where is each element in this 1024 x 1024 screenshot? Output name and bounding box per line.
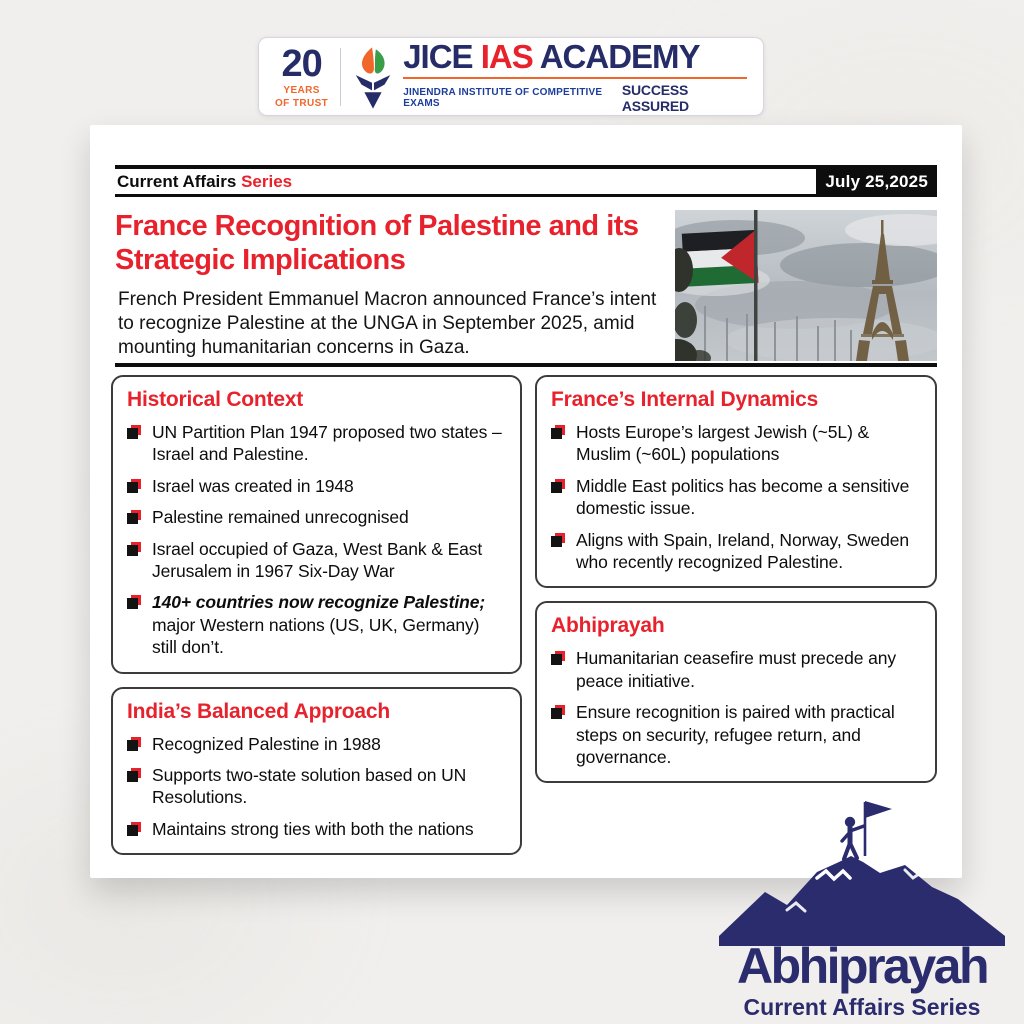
square-bullet-icon bbox=[127, 510, 141, 524]
square-bullet-icon bbox=[127, 768, 141, 782]
list-item bbox=[127, 733, 506, 755]
trust-label: OF TRUST bbox=[275, 97, 329, 109]
box-title-abhiprayah: Abhiprayah bbox=[551, 614, 665, 638]
section-divider bbox=[115, 363, 937, 367]
date-badge: July 25,2025 bbox=[816, 169, 937, 194]
list-item bbox=[127, 475, 506, 497]
academy-logo-box bbox=[258, 37, 764, 116]
academy-subline bbox=[403, 77, 747, 114]
bullet-text: Recognized Palestine in 1988 bbox=[152, 733, 381, 754]
highlight-emphasis: 140+ countries now recognize Palestine; bbox=[152, 592, 486, 613]
bullet-text: Israel occupied of Gaza, West Bank & East Jerusalem in 1967 Six-Day War bbox=[152, 538, 483, 581]
bullet-text: Israel was created in 1948 bbox=[152, 475, 354, 496]
box-title-france: France’s Internal Dynamics bbox=[551, 388, 819, 411]
square-bullet-icon bbox=[551, 705, 565, 719]
climber-flag-icon bbox=[842, 801, 892, 859]
list-item bbox=[551, 647, 921, 692]
article-intro: French President Emmanuel Macron announced France’s intent to recognize Palestine at the UNGA in September 2025, amid mounting humanitarian concerns in Gaza. bbox=[118, 288, 657, 358]
square-bullet-icon bbox=[127, 737, 141, 751]
abhiprayah-box bbox=[535, 601, 937, 783]
square-bullet-icon bbox=[127, 595, 141, 609]
bullet-text: Aligns with Spain, Ireland, Norway, Sweden who recently recognized Palestine. bbox=[576, 529, 910, 572]
torch-icon bbox=[351, 45, 395, 109]
bullet-text: Ensure recognition is paired with practical steps on security, refugee return, and governance. bbox=[576, 702, 895, 767]
brand-wordmark: Abhiprayah bbox=[736, 938, 988, 994]
square-bullet-icon bbox=[127, 425, 141, 439]
years-of-trust-block bbox=[275, 42, 329, 109]
list-item bbox=[127, 538, 506, 583]
historical-context-box bbox=[111, 375, 522, 674]
academy-name-academy: ACADEMY bbox=[539, 37, 700, 75]
years-number: 20 bbox=[281, 42, 322, 85]
academy-name-ias: IAS bbox=[480, 37, 540, 75]
list-item-highlight bbox=[127, 591, 506, 658]
box-title-historical: Historical Context bbox=[127, 388, 304, 411]
info-columns bbox=[111, 375, 937, 855]
bullet-text: Hosts Europe’s largest Jewish (~5L) & Muslim (~60L) populations bbox=[576, 422, 870, 465]
bullet-text: UN Partition Plan 1947 proposed two states – Israel and Palestine. bbox=[152, 422, 502, 465]
series-header-bar bbox=[115, 165, 937, 197]
highlight-rest: major Western nations (US, UK, Germany) still don’t. bbox=[152, 614, 480, 658]
left-column bbox=[111, 375, 522, 855]
bullet-text bbox=[152, 591, 506, 658]
series-title bbox=[115, 172, 292, 192]
list-item bbox=[127, 421, 506, 466]
logo-divider bbox=[340, 48, 341, 106]
bullet-text: Middle East politics has become a sensitive domestic issue. bbox=[576, 475, 910, 519]
france-dynamics-box bbox=[535, 375, 937, 588]
lead-text bbox=[115, 210, 661, 361]
bullet-text: Humanitarian ceasefire must precede any peace initiative. bbox=[576, 648, 897, 691]
list-item bbox=[551, 421, 921, 466]
list-item bbox=[127, 818, 506, 840]
main-card bbox=[90, 125, 962, 878]
bullet-text: Maintains strong ties with both the nations bbox=[152, 818, 474, 839]
square-bullet-icon bbox=[551, 651, 565, 665]
lead-section bbox=[115, 210, 937, 361]
square-bullet-icon bbox=[127, 822, 141, 836]
right-column bbox=[535, 375, 937, 783]
list-item bbox=[551, 701, 921, 768]
square-bullet-icon bbox=[551, 533, 565, 547]
india-approach-box bbox=[111, 687, 522, 856]
series-prefix: Current Affairs bbox=[117, 171, 242, 191]
bullet-text: Supports two-state solution based on UN Resolutions. bbox=[152, 764, 467, 808]
square-bullet-icon bbox=[551, 425, 565, 439]
years-label: YEARS bbox=[283, 84, 320, 96]
list-item bbox=[551, 529, 921, 574]
square-bullet-icon bbox=[551, 479, 565, 493]
institute-line: JINENDRA INSTITUTE OF COMPETITIVE EXAMS bbox=[403, 86, 603, 109]
palestine-flag-eiffel-tower-photo bbox=[675, 210, 937, 361]
box-title-india: India’s Balanced Approach bbox=[127, 699, 391, 723]
square-bullet-icon bbox=[127, 542, 141, 556]
article-title: France Recognition of Palestine and its Strategic Implications bbox=[115, 210, 639, 276]
brand-series-label: Current Affairs Series bbox=[743, 994, 981, 1020]
list-item bbox=[551, 475, 921, 520]
bullet-text: Palestine remained unrecognised bbox=[152, 507, 409, 528]
series-word: Series bbox=[241, 171, 293, 191]
academy-name-block bbox=[403, 37, 747, 114]
list-item bbox=[127, 506, 506, 528]
mountain-icon bbox=[719, 856, 1005, 946]
academy-name-jice: JICE bbox=[403, 37, 481, 75]
square-bullet-icon bbox=[127, 479, 141, 493]
success-assured-tagline: SUCCESS ASSURED bbox=[621, 81, 689, 114]
palestine-flag bbox=[682, 230, 759, 287]
academy-name bbox=[403, 37, 747, 75]
abhiprayah-brand-logo bbox=[699, 786, 1024, 1024]
list-item bbox=[127, 764, 506, 809]
